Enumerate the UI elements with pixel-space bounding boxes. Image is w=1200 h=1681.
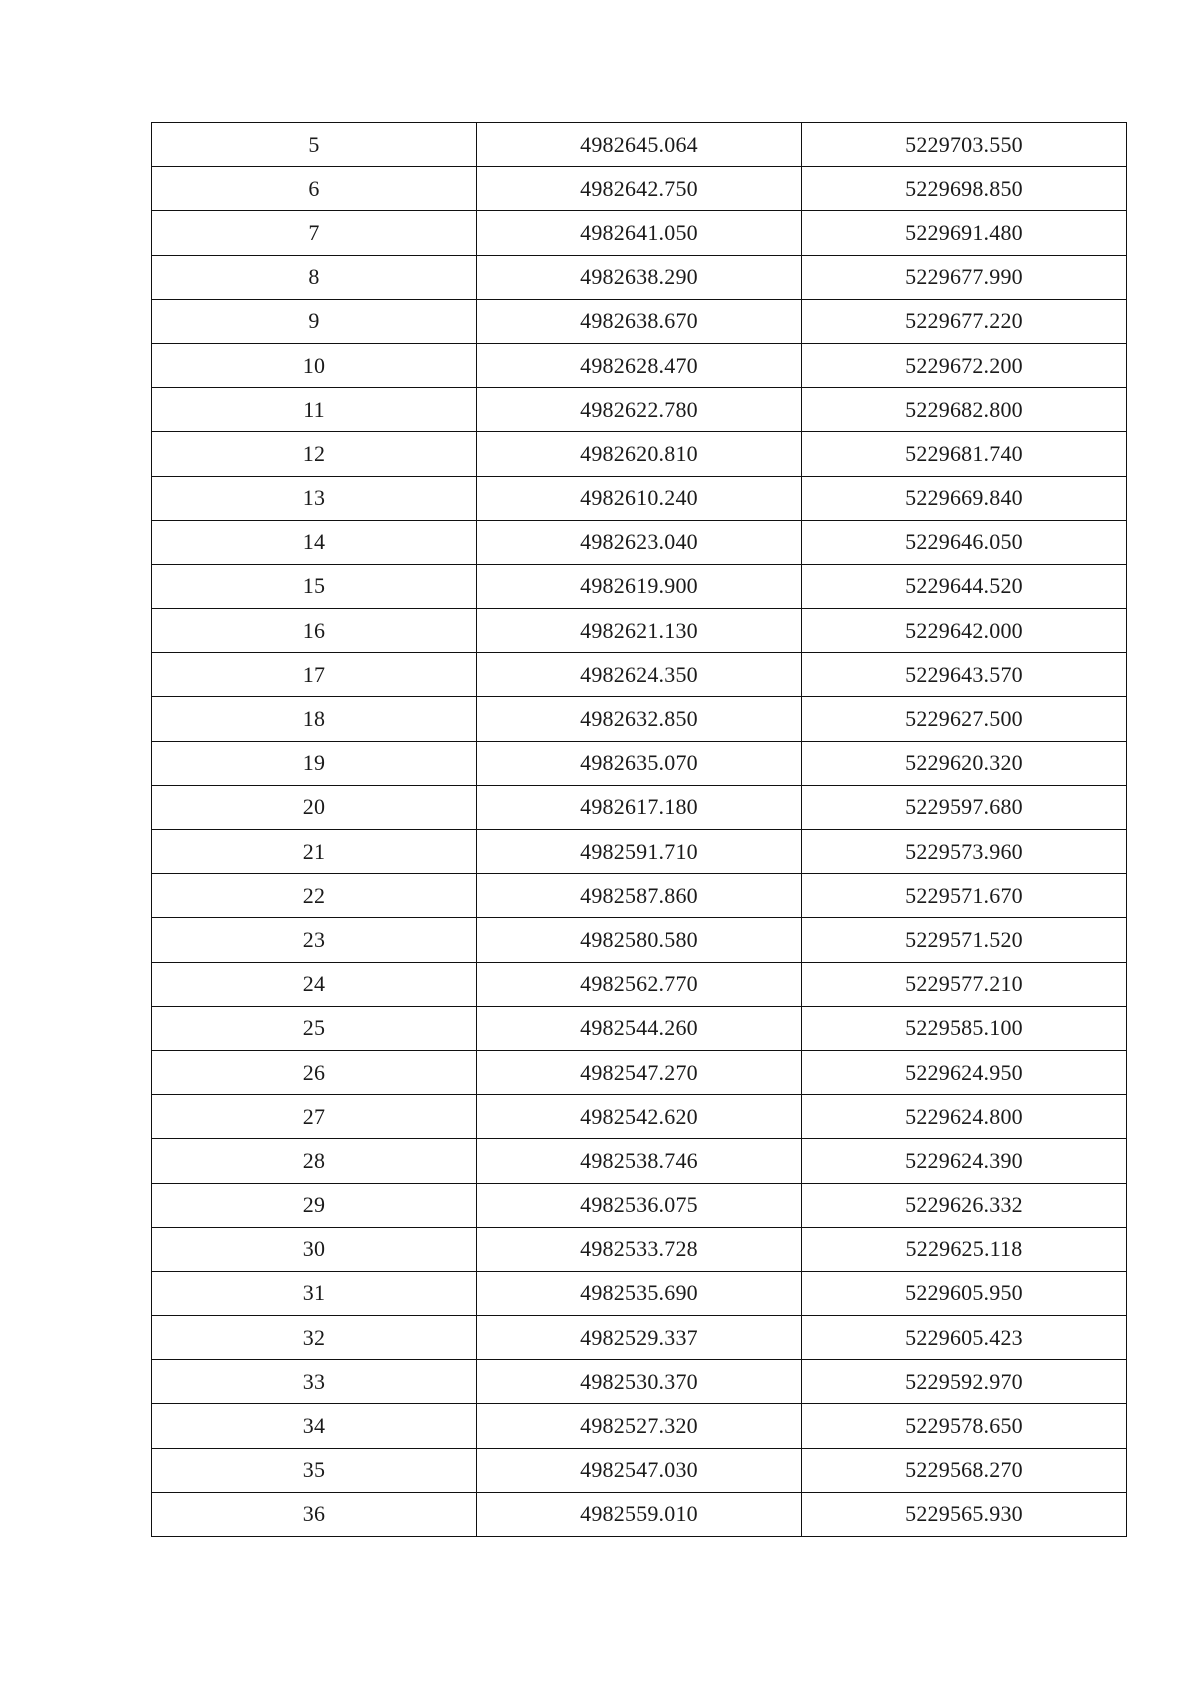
x-coordinate-cell: 4982530.370 xyxy=(477,1360,802,1404)
x-coordinate-cell: 4982628.470 xyxy=(477,343,802,387)
point-number-cell: 30 xyxy=(152,1227,477,1271)
y-coordinate-cell: 5229568.270 xyxy=(802,1448,1127,1492)
y-coordinate-cell: 5229643.570 xyxy=(802,653,1127,697)
x-coordinate-cell: 4982638.290 xyxy=(477,255,802,299)
y-coordinate-cell: 5229646.050 xyxy=(802,520,1127,564)
point-number-cell: 29 xyxy=(152,1183,477,1227)
coordinates-table-body xyxy=(152,123,1127,1537)
x-coordinate-cell: 4982591.710 xyxy=(477,830,802,874)
x-coordinate-cell: 4982533.728 xyxy=(477,1227,802,1271)
point-number-cell: 26 xyxy=(152,1050,477,1094)
x-coordinate-cell: 4982562.770 xyxy=(477,962,802,1006)
point-number-cell: 25 xyxy=(152,1006,477,1050)
x-coordinate-cell: 4982535.690 xyxy=(477,1271,802,1315)
y-coordinate-cell: 5229677.220 xyxy=(802,299,1127,343)
x-coordinate-cell: 4982621.130 xyxy=(477,609,802,653)
y-coordinate-cell: 5229571.670 xyxy=(802,874,1127,918)
point-number-cell: 35 xyxy=(152,1448,477,1492)
x-coordinate-cell: 4982641.050 xyxy=(477,211,802,255)
y-coordinate-cell: 5229672.200 xyxy=(802,343,1127,387)
y-coordinate-cell: 5229577.210 xyxy=(802,962,1127,1006)
x-coordinate-cell: 4982529.337 xyxy=(477,1316,802,1360)
x-coordinate-cell: 4982620.810 xyxy=(477,432,802,476)
y-coordinate-cell: 5229681.740 xyxy=(802,432,1127,476)
point-number-cell: 16 xyxy=(152,609,477,653)
x-coordinate-cell: 4982623.040 xyxy=(477,520,802,564)
table-row xyxy=(152,167,1127,211)
point-number-cell: 19 xyxy=(152,741,477,785)
point-number-cell: 15 xyxy=(152,564,477,608)
x-coordinate-cell: 4982638.670 xyxy=(477,299,802,343)
table-row xyxy=(152,741,1127,785)
x-coordinate-cell: 4982645.064 xyxy=(477,123,802,167)
y-coordinate-cell: 5229585.100 xyxy=(802,1006,1127,1050)
point-number-cell: 24 xyxy=(152,962,477,1006)
point-number-cell: 22 xyxy=(152,874,477,918)
x-coordinate-cell: 4982610.240 xyxy=(477,476,802,520)
table-row xyxy=(152,1227,1127,1271)
point-number-cell: 28 xyxy=(152,1139,477,1183)
table-row xyxy=(152,1183,1127,1227)
y-coordinate-cell: 5229691.480 xyxy=(802,211,1127,255)
x-coordinate-cell: 4982542.620 xyxy=(477,1095,802,1139)
x-coordinate-cell: 4982544.260 xyxy=(477,1006,802,1050)
table-row xyxy=(152,785,1127,829)
y-coordinate-cell: 5229578.650 xyxy=(802,1404,1127,1448)
table-row xyxy=(152,1006,1127,1050)
table-row xyxy=(152,299,1127,343)
y-coordinate-cell: 5229571.520 xyxy=(802,918,1127,962)
y-coordinate-cell: 5229624.950 xyxy=(802,1050,1127,1094)
y-coordinate-cell: 5229620.320 xyxy=(802,741,1127,785)
x-coordinate-cell: 4982635.070 xyxy=(477,741,802,785)
table-row xyxy=(152,962,1127,1006)
y-coordinate-cell: 5229605.950 xyxy=(802,1271,1127,1315)
table-row xyxy=(152,1448,1127,1492)
table-row xyxy=(152,564,1127,608)
y-coordinate-cell: 5229565.930 xyxy=(802,1492,1127,1536)
table-row xyxy=(152,1139,1127,1183)
x-coordinate-cell: 4982559.010 xyxy=(477,1492,802,1536)
x-coordinate-cell: 4982580.580 xyxy=(477,918,802,962)
point-number-cell: 8 xyxy=(152,255,477,299)
table-row xyxy=(152,343,1127,387)
point-number-cell: 14 xyxy=(152,520,477,564)
point-number-cell: 9 xyxy=(152,299,477,343)
x-coordinate-cell: 4982536.075 xyxy=(477,1183,802,1227)
x-coordinate-cell: 4982619.900 xyxy=(477,564,802,608)
x-coordinate-cell: 4982624.350 xyxy=(477,653,802,697)
table-row xyxy=(152,1271,1127,1315)
y-coordinate-cell: 5229644.520 xyxy=(802,564,1127,608)
table-row xyxy=(152,123,1127,167)
y-coordinate-cell: 5229624.390 xyxy=(802,1139,1127,1183)
table-row xyxy=(152,476,1127,520)
table-row xyxy=(152,520,1127,564)
point-number-cell: 27 xyxy=(152,1095,477,1139)
y-coordinate-cell: 5229698.850 xyxy=(802,167,1127,211)
point-number-cell: 17 xyxy=(152,653,477,697)
table-row xyxy=(152,1316,1127,1360)
y-coordinate-cell: 5229627.500 xyxy=(802,697,1127,741)
x-coordinate-cell: 4982587.860 xyxy=(477,874,802,918)
point-number-cell: 32 xyxy=(152,1316,477,1360)
y-coordinate-cell: 5229624.800 xyxy=(802,1095,1127,1139)
point-number-cell: 13 xyxy=(152,476,477,520)
x-coordinate-cell: 4982547.030 xyxy=(477,1448,802,1492)
y-coordinate-cell: 5229682.800 xyxy=(802,388,1127,432)
point-number-cell: 36 xyxy=(152,1492,477,1536)
x-coordinate-cell: 4982622.780 xyxy=(477,388,802,432)
x-coordinate-cell: 4982617.180 xyxy=(477,785,802,829)
table-row xyxy=(152,653,1127,697)
table-row xyxy=(152,697,1127,741)
table-row xyxy=(152,211,1127,255)
point-number-cell: 10 xyxy=(152,343,477,387)
table-row xyxy=(152,1360,1127,1404)
point-number-cell: 21 xyxy=(152,830,477,874)
point-number-cell: 18 xyxy=(152,697,477,741)
table-row xyxy=(152,255,1127,299)
y-coordinate-cell: 5229677.990 xyxy=(802,255,1127,299)
x-coordinate-cell: 4982632.850 xyxy=(477,697,802,741)
point-number-cell: 34 xyxy=(152,1404,477,1448)
table-row xyxy=(152,1050,1127,1094)
coordinates-table xyxy=(151,122,1127,1537)
x-coordinate-cell: 4982642.750 xyxy=(477,167,802,211)
table-row xyxy=(152,1095,1127,1139)
table-row xyxy=(152,609,1127,653)
table-row xyxy=(152,874,1127,918)
x-coordinate-cell: 4982547.270 xyxy=(477,1050,802,1094)
table-row xyxy=(152,918,1127,962)
y-coordinate-cell: 5229592.970 xyxy=(802,1360,1127,1404)
y-coordinate-cell: 5229597.680 xyxy=(802,785,1127,829)
y-coordinate-cell: 5229626.332 xyxy=(802,1183,1127,1227)
point-number-cell: 31 xyxy=(152,1271,477,1315)
point-number-cell: 7 xyxy=(152,211,477,255)
y-coordinate-cell: 5229605.423 xyxy=(802,1316,1127,1360)
point-number-cell: 5 xyxy=(152,123,477,167)
point-number-cell: 6 xyxy=(152,167,477,211)
y-coordinate-cell: 5229703.550 xyxy=(802,123,1127,167)
x-coordinate-cell: 4982527.320 xyxy=(477,1404,802,1448)
y-coordinate-cell: 5229573.960 xyxy=(802,830,1127,874)
point-number-cell: 33 xyxy=(152,1360,477,1404)
point-number-cell: 12 xyxy=(152,432,477,476)
point-number-cell: 20 xyxy=(152,785,477,829)
y-coordinate-cell: 5229625.118 xyxy=(802,1227,1127,1271)
table-row xyxy=(152,830,1127,874)
y-coordinate-cell: 5229642.000 xyxy=(802,609,1127,653)
y-coordinate-cell: 5229669.840 xyxy=(802,476,1127,520)
table-row xyxy=(152,432,1127,476)
point-number-cell: 23 xyxy=(152,918,477,962)
point-number-cell: 11 xyxy=(152,388,477,432)
x-coordinate-cell: 4982538.746 xyxy=(477,1139,802,1183)
table-row xyxy=(152,1492,1127,1536)
table-row xyxy=(152,388,1127,432)
table-row xyxy=(152,1404,1127,1448)
